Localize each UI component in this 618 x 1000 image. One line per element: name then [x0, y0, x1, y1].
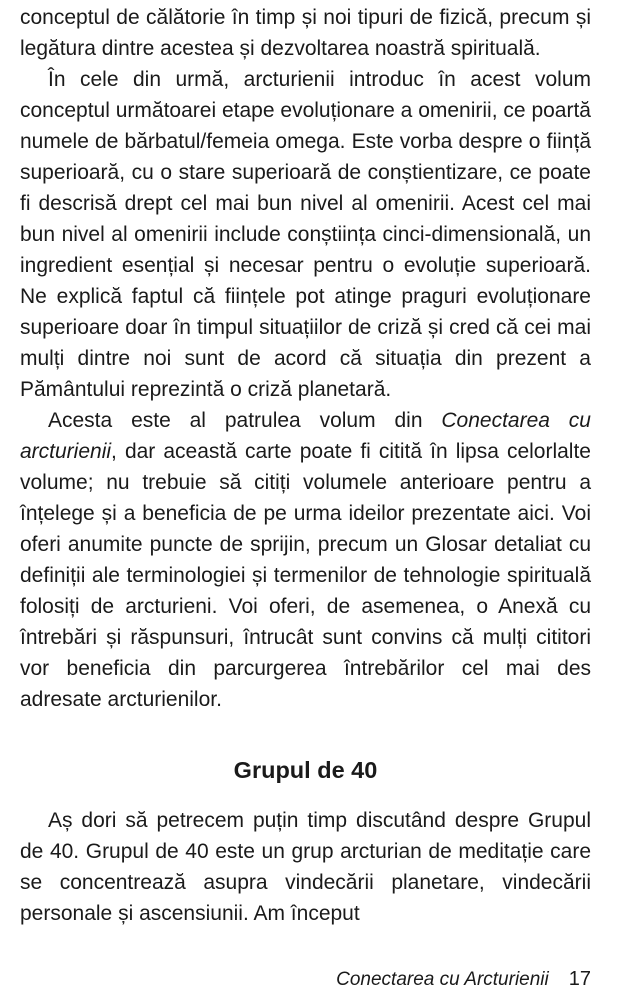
footer-book-title: Conectarea cu Arcturienii	[336, 969, 549, 990]
paragraph-fourth-volume-start: Acesta este al patrulea volum din	[48, 409, 442, 432]
page-number: 17	[568, 968, 591, 990]
section-heading: Grupul de 40	[233, 757, 378, 783]
page-footer	[336, 966, 591, 993]
paragraph-continuation: conceptul de călătorie în timp și noi tipuri de fizică, precum și legătura dintre acestea și dezvoltarea noastră spirituală.	[20, 6, 591, 60]
paragraph-omega: În cele din urmă, arcturienii introduc în acest volum conceptul următoarei etape evoluționare a omenirii, ce poartă numele de bărbatul/femeia omega. Este vorba despre o ființă superioară, cu o stare superioară de conștientizare, ce poate fi descrisă drept cel mai bun nivel al omenirii. Acest cel mai bun nivel al omenirii include conștiința cinci-dimensională, un ingredient esențial și necesar pentru o evoluție superioară. Ne explică faptul că ființele pot atinge praguri evoluționare superioare doar în timpul situațiilor de criză și cred că cei mai mulți dintre noi sunt de acord că situația din prezent a Pământului reprezintă o criză planetară.	[20, 68, 591, 401]
book-page	[20, 2, 591, 929]
book-title-italic: Conectarea cu arcturienii	[20, 409, 591, 463]
paragraph-fourth-volume-rest: , dar această carte poate fi citită în lipsa celorlalte volume; nu trebuie să citiți volumele anterioare pentru a înțelege și a beneficia de pe urma ideilor prezentate aici. Voi oferi anumite puncte de sprijin, precum un Glosar detaliat cu definiții ale terminologiei și termenilor de tehnologie spirituală folosiți de arcturieni. Voi oferi, de asemenea, o Anexă cu întrebări și răspunsuri, întrucât sunt convins că mulți cititori vor beneficia din parcurgerea întrebărilor cel mai des adresate arcturienilor.	[20, 440, 591, 711]
paragraph-group-40: Aș dori să petrecem puțin timp discutând despre Grupul de 40. Grupul de 40 este un grup arcturian de meditație care se concentrează asupra vindecării planetare, vindecării personale și ascensiunii. Am început	[20, 809, 591, 925]
paragraph-fourth-volume	[20, 405, 591, 715]
